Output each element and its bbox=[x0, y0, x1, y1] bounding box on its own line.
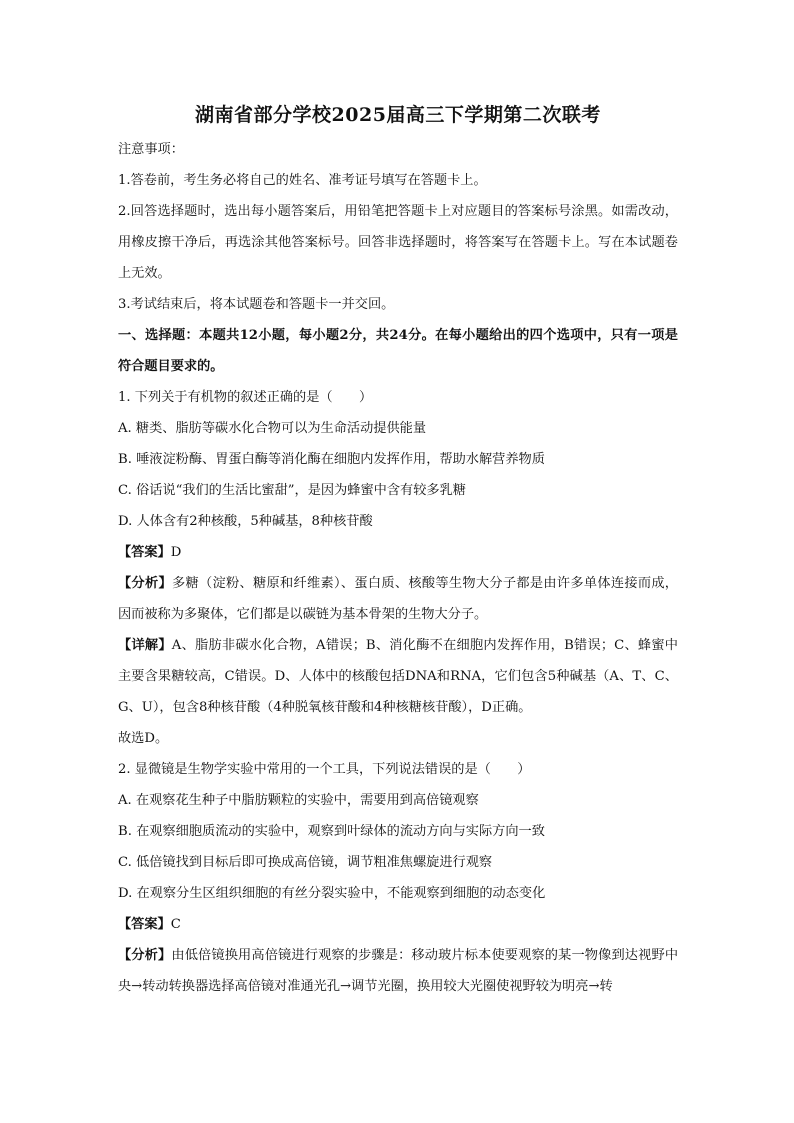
answer-line bbox=[118, 537, 678, 568]
answer-value: C bbox=[170, 917, 181, 932]
detail-tag: 【详解】 bbox=[118, 638, 172, 653]
analysis-tag: 【分析】 bbox=[118, 948, 172, 963]
notice-heading: 注意事项： bbox=[118, 142, 184, 157]
question-option: C. 低倍镜找到目标后即可换成高倍镜，调节粗准焦螺旋进行观察 bbox=[118, 855, 493, 870]
question-option: B. 唾液淀粉酶、胃蛋白酶等消化酶在细胞内发挥作用，帮助水解营养物质 bbox=[118, 452, 545, 467]
detail-paragraph bbox=[118, 630, 678, 723]
page-title: 湖南省部分学校2025届高三下学期第二次联考 bbox=[195, 104, 601, 126]
answer-tag: 【答案】 bbox=[118, 917, 171, 932]
question-option: A. 糖类、脂肪等碳水化合物可以为生命活动提供能量 bbox=[118, 421, 427, 436]
analysis-paragraph bbox=[118, 940, 678, 1002]
notice-item: 2.回答选择题时，选出每小题答案后，用铅笔把答题卡上对应题目的答案标号涂黑。如需改动，用橡皮擦干净后，再选涂其他答案标号。回答非选择题时，将答案写在答题卡上。写在本试题卷上无效。 bbox=[118, 204, 678, 281]
answer-value: D bbox=[170, 545, 182, 560]
question-option: B. 在观察细胞质流动的实验中，观察到叶绿体的流动方向与实际方向一致 bbox=[118, 824, 545, 839]
notice-item: 1.答卷前，考生务必将自己的姓名、准考证号填写在答题卡上。 bbox=[118, 173, 487, 188]
analysis-paragraph bbox=[118, 568, 678, 630]
conclusion-line: 故选D。 bbox=[118, 731, 169, 746]
analysis-tag: 【分析】 bbox=[118, 576, 172, 591]
detail-text: A、脂肪非碳水化合物，A错误；B、消化酶不在细胞内发挥作用，B错误；C、蜂蜜中主要含果糖较高，C错误。D、人体中的核酸包括DNA和RNA，它们包含5种碱基（A、T、C、G、U），包含8种核苷酸（4种脱氧核苷酸和4种核糖核苷酸），D正确。 bbox=[118, 638, 678, 715]
question-option: A. 在观察花生种子中脂肪颗粒的实验中，需要用到高倍镜观察 bbox=[118, 793, 479, 808]
question-option: D. 在观察分生区组织细胞的有丝分裂实验中，不能观察到细胞的动态变化 bbox=[118, 886, 546, 901]
question-stem: 1. 下列关于有机物的叙述正确的是（ ） bbox=[118, 390, 373, 405]
question-option: C. 俗话说“我们的生活比蜜甜”，是因为蜂蜜中含有较多乳糖 bbox=[118, 483, 466, 498]
question-stem: 2. 显微镜是生物学实验中常用的一个工具，下列说法错误的是（ ） bbox=[118, 762, 531, 777]
question-option: D. 人体含有2种核酸，5种碱基，8种核苷酸 bbox=[118, 514, 373, 529]
analysis-text: 由低倍镜换用高倍镜进行观察的步骤是：移动玻片标本使要观察的某一物像到达视野中央→转动转换器选择高倍镜对准通光孔→调节光圈，换用较大光圈使视野较为明亮→转 bbox=[118, 948, 679, 994]
analysis-text: 多糖（淀粉、糖原和纤维素）、蛋白质、核酸等生物大分子都是由许多单体连接而成，因而被称为多聚体，它们都是以碳链为基本骨架的生物大分子。 bbox=[118, 576, 678, 622]
answer-line bbox=[118, 909, 678, 940]
section-heading: 一、选择题：本题共12小题，每小题2分，共24分。在每小题给出的四个选项中，只有一项是符合题目要求的。 bbox=[118, 328, 678, 374]
notice-item: 3.考试结束后，将本试题卷和答题卡一并交回。 bbox=[118, 297, 395, 312]
answer-tag: 【答案】 bbox=[118, 545, 171, 560]
document-page bbox=[118, 98, 678, 1002]
